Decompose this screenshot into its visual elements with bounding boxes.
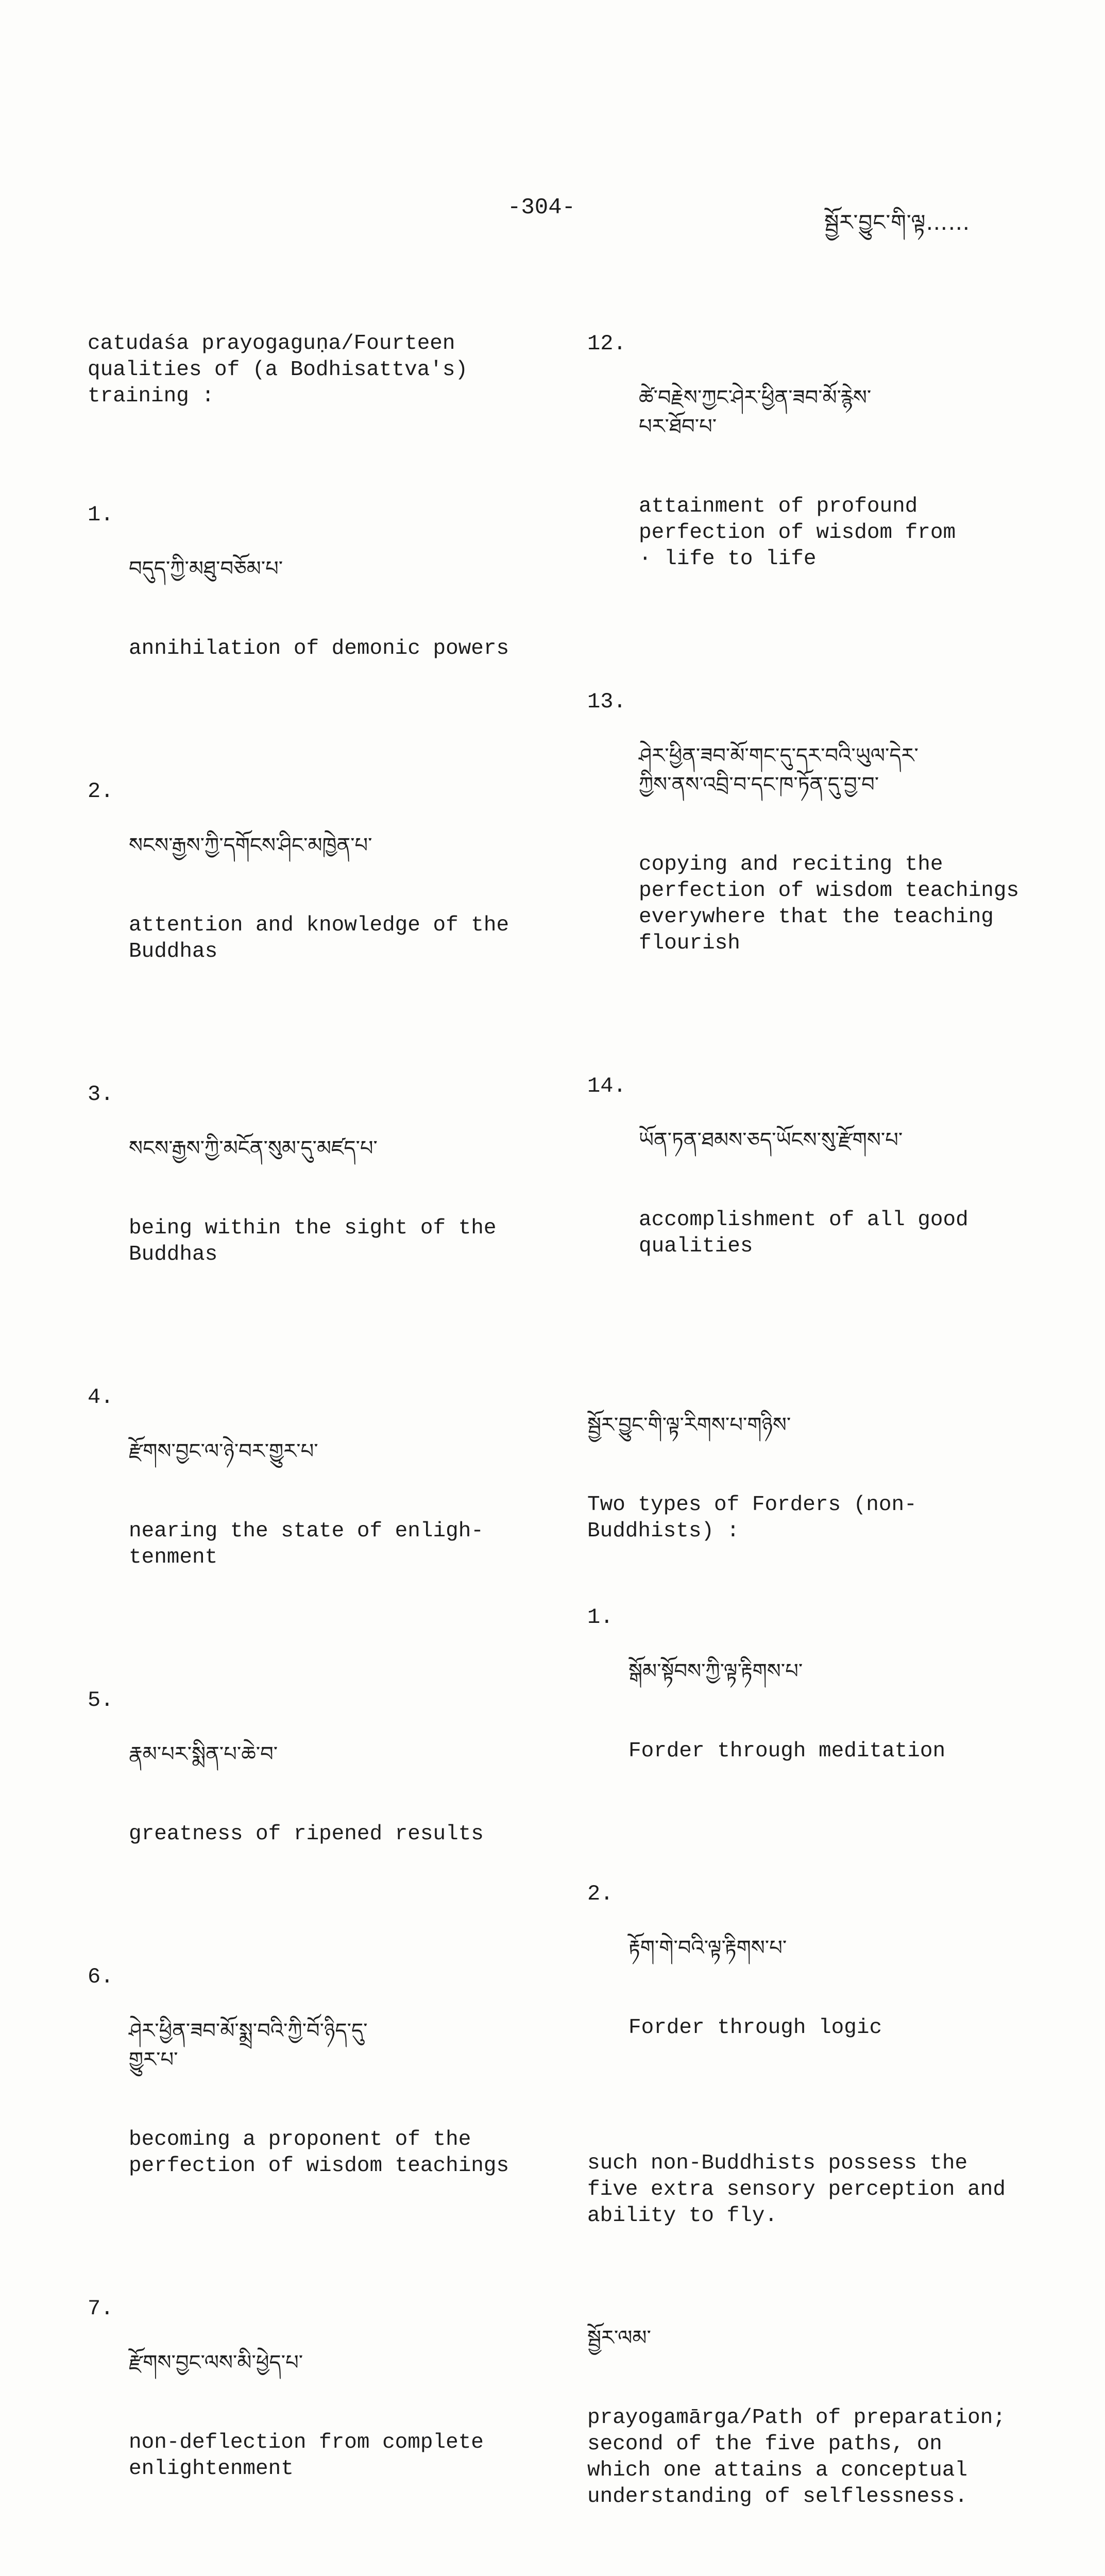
english-gloss: Forder through meditation — [628, 1739, 946, 1763]
left-heading: catudaśa prayogaguṇa/Fourteen qualities of (a Bodhisattva's) training : — [88, 332, 468, 408]
english-gloss: nearing the state of enligh- tenment — [129, 1519, 484, 1569]
english-gloss: annihilation of demonic powers — [129, 637, 509, 660]
tibetan-term: སངས་རྒྱས་ཀྱི་དགོངས་ཤིང་མཁྱེན་པ་ — [129, 834, 372, 857]
english-gloss: attention and knowledge of the Buddhas — [129, 913, 509, 963]
english-gloss: greatness of ripened results — [129, 1822, 484, 1846]
right-column — [587, 278, 1041, 2576]
list-item — [88, 1687, 551, 1900]
english-gloss: being within the sight of the Buddhas — [129, 1216, 497, 1266]
tibetan-term: སྒོམ་སྟོབས་ཀྱི་ལྟ་རྟིགས་པ་ — [628, 1659, 803, 1683]
list-item — [88, 1384, 551, 1623]
item-number: 12. — [587, 331, 626, 356]
list-item — [587, 1073, 1041, 1312]
list-item — [587, 1604, 1041, 1817]
item-number: 7. — [88, 2296, 114, 2321]
tibetan-term: བདུད་ཀྱི་མཐུ་བཅོམ་པ་ — [129, 557, 283, 581]
item-number: 14. — [587, 1074, 626, 1098]
english-gloss: becoming a proponent of the perfection of wisdom teachings — [129, 2128, 509, 2178]
english-gloss: attainment of profound perfection of wisdom from · life to life — [639, 495, 956, 571]
tibetan-term: རྫོགས་བྱང་ལས་མི་ཕྱེད་པ་ — [129, 2351, 303, 2375]
section-note: such non-Buddhists possess the five extra sensory perception and ability to fly. — [587, 2151, 1006, 2228]
tibetan-term: ཤེར་ཕྱིན་ཟབ་མོ་གང་དུ་དར་བའི་ཡུལ་དེར་ ཀྱིས་ནས་འབྲི་བ་དང་ཁ་ཏོན་དུ་བྱ་བ་ — [639, 744, 919, 796]
item-number: 2. — [88, 779, 114, 804]
section-tibetan-heading: སྦྱོར་ལམ་ — [587, 2326, 651, 2350]
list-item — [88, 778, 551, 1018]
section-text: prayogamārga/Path of preparation; second of the five paths, on which one attains a conceptual understanding of selflessness. — [587, 2406, 1006, 2509]
list-item — [587, 1881, 1041, 2094]
tibetan-term: ཤེར་ཕྱིན་ཟབ་མོ་སྨྲ་བའི་ཀྱི་བོ་ཉིད་དུ་ གྱུར་པ་ — [129, 2019, 368, 2072]
list-item — [88, 1081, 551, 1320]
list-item — [88, 1964, 551, 2232]
section-tibetan-heading: སྦྱོར་བྱུང་གི་ལྟ་རིགས་པ་གཉིས་ — [587, 1413, 791, 1437]
page-number: -304- — [507, 195, 576, 221]
tibetan-term: སངས་རྒྱས་ཀྱི་མངོན་སུམ་དུ་མཛད་པ་ — [129, 1137, 378, 1160]
english-gloss: accomplishment of all good qualities — [639, 1208, 968, 1258]
english-gloss: Forder through logic — [628, 2016, 882, 2040]
english-gloss: copying and reciting the perfection of wisdom teachings everywhere that the teaching flourish — [639, 853, 1019, 955]
tibetan-term: རྣམ་པར་སྨིན་པ་ཆེ་བ་ — [129, 1742, 278, 1766]
tibetan-term: ཡོན་ཏན་ཐམས་ཅད་ཡོངས་སུ་རྫོགས་པ་ — [639, 1128, 903, 1152]
list-item — [88, 2296, 551, 2535]
section-heading: Two types of Forders (non- Buddhists) : — [587, 1493, 917, 1543]
running-head: སྦྱོར་བྱུང་གི་ལྟ…… — [824, 210, 971, 235]
tibetan-term: ཚེ་བརྗེས་ཀྱང་ཤེར་ཕྱིན་ཟབ་མོ་རྙེས་ པར་ཐོབ་པ་ — [639, 386, 872, 438]
item-number: 6. — [88, 1964, 114, 1989]
english-gloss: non-deflection from complete enlightenment — [129, 2431, 484, 2481]
tibetan-term: རྫོགས་བྱང་ལ་ཉེ་བར་གྱུར་པ་ — [129, 1439, 318, 1463]
item-number: 1. — [587, 1605, 614, 1630]
item-number: 3. — [88, 1082, 114, 1107]
item-number: 2. — [587, 1882, 614, 1906]
list-item — [88, 502, 551, 715]
item-number: 1. — [88, 502, 114, 527]
list-item — [587, 689, 1041, 1009]
tibetan-term: རྟོག་གེ་བའི་ལྟ་རྟིགས་པ་ — [628, 1936, 787, 1960]
list-item — [587, 331, 1041, 625]
left-column — [88, 278, 551, 2576]
item-number: 13. — [587, 689, 626, 714]
item-number: 5. — [88, 1688, 114, 1713]
item-number: 4. — [88, 1385, 114, 1410]
